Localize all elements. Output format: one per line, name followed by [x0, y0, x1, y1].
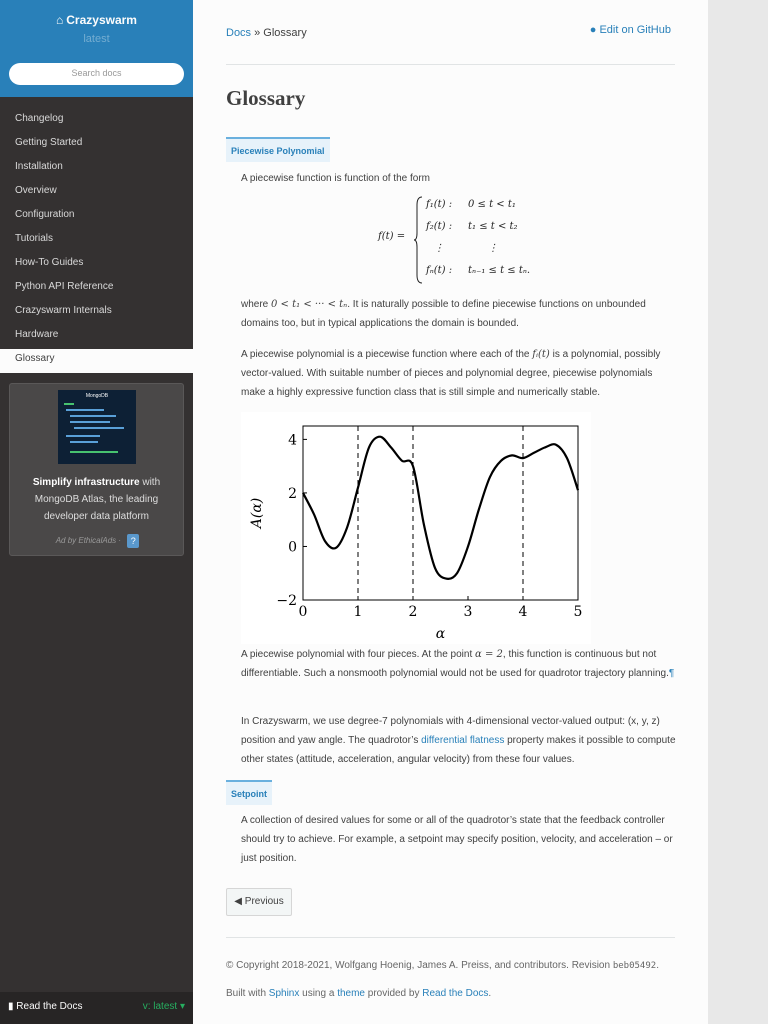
revision-hash: beb05492: [612, 961, 657, 971]
definition-paragraph: A piecewise function is function of the form: [241, 173, 430, 184]
caption-permalink[interactable]: ¶: [668, 668, 675, 679]
sidebar-item-getting-started[interactable]: Getting Started: [15, 137, 83, 148]
book-icon: ▮: [8, 1001, 14, 1012]
sidebar-item-tutorials[interactable]: Tutorials: [15, 233, 53, 244]
sidebar-item-python-api[interactable]: Python API Reference: [15, 281, 114, 292]
previous-button[interactable]: [226, 888, 292, 916]
formula-case-f: f₂(t) :: [426, 221, 453, 232]
formula-case-cond: 0 ≤ t < t₁: [468, 199, 516, 210]
theme-link[interactable]: theme: [337, 988, 365, 999]
ad-image-title: MongoDB: [85, 393, 109, 399]
ad-by-label: Ad by EthicalAds: [55, 536, 117, 546]
piecewise-formula: [378, 195, 578, 285]
ad-text-body: with MongoDB Atlas, the leading developer data platform: [34, 477, 161, 522]
sidebar-header: [0, 0, 193, 97]
y-tick-label: 4: [288, 432, 297, 449]
figure-caption: [241, 645, 677, 683]
sidebar-item-internals[interactable]: Crazyswarm Internals: [15, 305, 112, 316]
ad-image[interactable]: [58, 390, 136, 464]
brand-link[interactable]: [0, 0, 193, 27]
x-axis-label: α: [435, 626, 446, 642]
polynomial-math: fᵢ(t): [532, 349, 550, 360]
caption-text-a: A piecewise polynomial with four pieces. At the point: [241, 649, 476, 660]
ad-code-line: [66, 435, 100, 437]
copyright-text: © Copyright 2018-2021, Wolfgang Hoenig, James A. Preiss, and contributors. Revision: [226, 960, 613, 971]
divider: [226, 64, 675, 65]
caret-down-icon: ▾: [179, 1001, 185, 1012]
sidebar-item-how-to-guides[interactable]: How-To Guides: [15, 257, 84, 268]
formula-case-cond: t₁ ≤ t < t₂: [468, 221, 518, 232]
home-icon: ⌂: [56, 13, 64, 27]
formula-lhs: f(t) =: [378, 231, 406, 242]
formula-case-cond: tₙ₋₁ ≤ t ≤ tₙ.: [468, 265, 531, 276]
version-label: latest: [83, 33, 110, 45]
polynomial-paragraph: [241, 345, 677, 402]
x-tick-label: 2: [408, 604, 418, 620]
caption-math: α = 2: [475, 649, 503, 660]
search-input[interactable]: Search docs: [9, 63, 184, 85]
ethical-ad[interactable]: [9, 383, 184, 556]
sidebar: [0, 0, 193, 1024]
ad-code-line: [70, 421, 110, 423]
ad-text[interactable]: [14, 474, 179, 525]
main-content: [193, 0, 708, 1024]
breadcrumb: [226, 27, 307, 39]
domain-text-a: where: [241, 299, 272, 310]
formula-brace: [414, 195, 424, 285]
ad-code-line: [64, 403, 74, 405]
ad-text-bold: Simplify infrastructure: [32, 477, 140, 488]
provided-text: provided by: [364, 988, 423, 999]
ad-attribution[interactable]: [10, 534, 185, 548]
x-tick-label: 4: [518, 604, 528, 620]
plot-svg: [241, 412, 591, 644]
ad-code-line: [70, 415, 116, 417]
edit-on-github-link[interactable]: [590, 24, 671, 36]
ad-code-line: [66, 409, 104, 411]
arrow-left-circle-icon: ◀: [234, 896, 242, 907]
y-axis-label: A(α): [249, 497, 265, 529]
crazyswarm-text-a: In Crazyswarm, we use degree-7 polynomials with 4-dimensional vector-valued output: (x, y, z) position and yaw angle. The quadrotor’s: [241, 716, 660, 746]
sidebar-item-configuration[interactable]: Configuration: [15, 209, 75, 220]
footer-dot: .: [488, 988, 492, 999]
polynomial-text-b: is a polynomial, possibly vector-valued. With suitable number of pieces and polynomial degree, piecewise polynomials make a highly expressive function class that is still simple and numerically stable.: [241, 349, 661, 398]
setpoint-paragraph: A collection of desired values for some or all of the quadrotor’s state that the feedback controller should try to achieve. For example, a setpoint may specify position, velocity, and acceleration – or just position.: [241, 815, 673, 864]
piecewise-plot: [241, 412, 591, 644]
x-tick-label: 1: [353, 604, 363, 620]
ad-separator: ·: [118, 536, 122, 546]
y-tick-label: 0: [288, 539, 297, 556]
differential-flatness-link[interactable]: differential flatness: [421, 735, 505, 746]
y-tick-label: −2: [276, 593, 297, 609]
ad-info-badge[interactable]: ?: [127, 534, 139, 548]
built-with: [226, 988, 491, 999]
formula-case-f: f₁(t) :: [426, 199, 453, 210]
crazyswarm-text-b: property makes it possible to compute other states (attitude, acceleration, angular velocity) from these four values.: [241, 735, 676, 765]
github-icon: ●: [589, 24, 597, 36]
right-margin: [708, 0, 768, 1024]
formula-case-f: fₙ(t) :: [426, 265, 453, 276]
domain-math: 0 < t₁ < ··· < tₙ: [271, 299, 348, 310]
domain-paragraph: [241, 295, 677, 333]
y-tick-label: 2: [288, 485, 297, 502]
previous-label: Previous: [244, 896, 284, 907]
page-title: Glossary: [226, 86, 306, 110]
rtd-version-text: v: latest: [142, 1001, 178, 1012]
copyright: [226, 960, 659, 971]
using-text: using a: [299, 988, 338, 999]
domain-text-b: . It is naturally possible to define piecewise functions on unbounded domains too, but in typical applications the domain is bounded.: [241, 299, 646, 329]
x-tick-label: 3: [463, 604, 473, 620]
rtd-label-text: Read the Docs: [16, 1001, 83, 1012]
ad-code-line: [70, 451, 118, 453]
series-line: [303, 437, 578, 579]
x-tick-label: 0: [298, 604, 308, 620]
rtd-version[interactable]: [143, 1001, 185, 1012]
caption-text-b: , this function is continuous but not differentiable. Such a nonsmooth polynomial would not be used for quadrotor trajectory planning.: [241, 649, 669, 679]
rtd-version-bar[interactable]: [0, 992, 193, 1024]
divider: [226, 937, 675, 938]
term-piecewise-polynomial[interactable]: Piecewise Polynomial: [226, 137, 330, 162]
polynomial-text-a: A piecewise polynomial is a piecewise function where each of the: [241, 349, 533, 360]
sidebar-item-glossary[interactable]: Glossary: [0, 349, 193, 373]
breadcrumb-separator: »: [251, 27, 264, 39]
edit-on-github-label: Edit on GitHub: [599, 24, 671, 36]
sidebar-item-installation[interactable]: Installation: [15, 161, 63, 172]
read-the-docs-link[interactable]: Read the Docs: [422, 988, 489, 999]
breadcrumb-current: Glossary: [263, 27, 307, 39]
breadcrumb-docs[interactable]: Docs: [226, 27, 252, 39]
sphinx-link[interactable]: Sphinx: [268, 988, 300, 999]
ad-code-line: [70, 441, 98, 443]
crazyswarm-paragraph: [241, 712, 677, 769]
sidebar-item-hardware[interactable]: Hardware: [15, 329, 59, 340]
sidebar-item-overview[interactable]: Overview: [15, 185, 57, 196]
brand-name: Crazyswarm: [66, 13, 137, 27]
formula-case-cond: ⋮: [488, 243, 498, 254]
copyright-end: .: [656, 960, 659, 971]
term-setpoint[interactable]: Setpoint: [226, 780, 272, 805]
rtd-label: [8, 1001, 82, 1012]
x-tick-label: 5: [573, 604, 583, 620]
formula-case-f: ⋮: [434, 243, 444, 254]
sidebar-item-changelog[interactable]: Changelog: [15, 113, 64, 124]
ad-code-line: [74, 427, 124, 429]
built-text: Built with: [226, 988, 269, 999]
sidebar-nav: [0, 109, 193, 373]
